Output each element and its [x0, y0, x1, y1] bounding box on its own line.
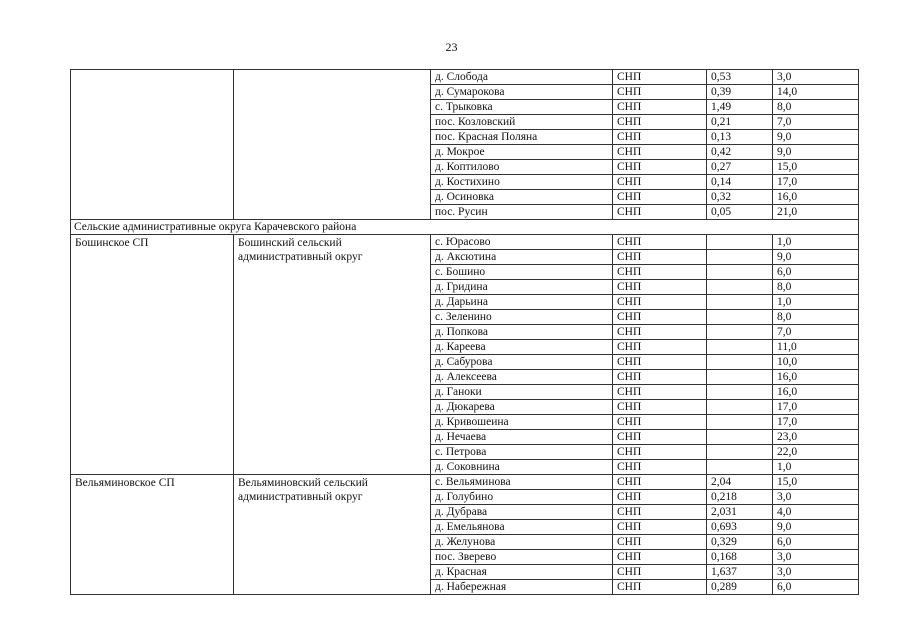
area-cell: 2,04 — [707, 475, 773, 490]
distance-cell: 7,0 — [773, 325, 859, 340]
locality-cell: пос. Красная Поляна — [431, 130, 613, 145]
locality-cell: д. Мокрое — [431, 145, 613, 160]
locality-cell: с. Вельяминова — [431, 475, 613, 490]
locality-cell: д. Кривошеина — [431, 415, 613, 430]
type-cell: СНП — [613, 175, 707, 190]
locality-cell: д. Слобода — [431, 70, 613, 85]
locality-cell: д. Попкова — [431, 325, 613, 340]
area-cell: 0,13 — [707, 130, 773, 145]
distance-cell: 1,0 — [773, 295, 859, 310]
distance-cell: 16,0 — [773, 370, 859, 385]
distance-cell: 9,0 — [773, 250, 859, 265]
locality-cell: д. Кареева — [431, 340, 613, 355]
type-cell: СНП — [613, 550, 707, 565]
distance-cell: 17,0 — [773, 415, 859, 430]
type-cell: СНП — [613, 130, 707, 145]
settlement-name-cell: Вельяминовское СП — [71, 475, 234, 595]
type-cell: СНП — [613, 520, 707, 535]
area-cell: 0,27 — [707, 160, 773, 175]
type-cell: СНП — [613, 250, 707, 265]
type-cell: СНП — [613, 235, 707, 250]
distance-cell: 4,0 — [773, 505, 859, 520]
area-cell: 2,031 — [707, 505, 773, 520]
locality-cell: д. Соковнина — [431, 460, 613, 475]
distance-cell: 16,0 — [773, 385, 859, 400]
area-cell: 0,329 — [707, 535, 773, 550]
locality-cell: д. Желунова — [431, 535, 613, 550]
section-title: Сельские административные округа Карачевского района — [71, 220, 859, 235]
locality-cell: пос. Русин — [431, 205, 613, 220]
settlement-name-cell — [71, 70, 234, 220]
area-cell — [707, 445, 773, 460]
type-cell: СНП — [613, 490, 707, 505]
distance-cell: 15,0 — [773, 160, 859, 175]
locality-cell: д. Аксютина — [431, 250, 613, 265]
type-cell: СНП — [613, 190, 707, 205]
area-cell — [707, 340, 773, 355]
area-cell: 0,32 — [707, 190, 773, 205]
distance-cell: 3,0 — [773, 70, 859, 85]
distance-cell: 11,0 — [773, 340, 859, 355]
type-cell: СНП — [613, 70, 707, 85]
type-cell: СНП — [613, 505, 707, 520]
distance-cell: 6,0 — [773, 580, 859, 595]
distance-cell: 3,0 — [773, 565, 859, 580]
distance-cell: 16,0 — [773, 190, 859, 205]
distance-cell: 17,0 — [773, 400, 859, 415]
locality-cell: д. Набережная — [431, 580, 613, 595]
distance-cell: 14,0 — [773, 85, 859, 100]
type-cell: СНП — [613, 85, 707, 100]
type-cell: СНП — [613, 370, 707, 385]
type-cell: СНП — [613, 280, 707, 295]
locality-cell: д. Голубино — [431, 490, 613, 505]
table-row — [71, 235, 859, 250]
distance-cell: 3,0 — [773, 490, 859, 505]
district-name-cell — [234, 70, 431, 220]
table-body — [71, 70, 859, 595]
locality-cell: д. Костихино — [431, 175, 613, 190]
area-cell: 0,53 — [707, 70, 773, 85]
area-cell: 0,289 — [707, 580, 773, 595]
distance-cell: 23,0 — [773, 430, 859, 445]
area-cell — [707, 280, 773, 295]
type-cell: СНП — [613, 325, 707, 340]
type-cell: СНП — [613, 565, 707, 580]
type-cell: СНП — [613, 295, 707, 310]
distance-cell: 7,0 — [773, 115, 859, 130]
district-name-cell: Вельяминовский сельский административный округ — [234, 475, 431, 595]
type-cell: СНП — [613, 415, 707, 430]
area-cell — [707, 355, 773, 370]
type-cell: СНП — [613, 340, 707, 355]
locality-cell: д. Осиновка — [431, 190, 613, 205]
type-cell: СНП — [613, 355, 707, 370]
area-cell — [707, 415, 773, 430]
settlements-table — [70, 69, 859, 595]
distance-cell: 6,0 — [773, 535, 859, 550]
distance-cell: 6,0 — [773, 265, 859, 280]
settlement-name-cell: Бошинское СП — [71, 235, 234, 475]
area-cell: 0,693 — [707, 520, 773, 535]
locality-cell: д. Дарьина — [431, 295, 613, 310]
locality-cell: с. Зеленино — [431, 310, 613, 325]
type-cell: СНП — [613, 580, 707, 595]
locality-cell: с. Петрова — [431, 445, 613, 460]
locality-cell: пос. Козловский — [431, 115, 613, 130]
locality-cell: д. Сабурова — [431, 355, 613, 370]
type-cell: СНП — [613, 205, 707, 220]
locality-cell: д. Дубрава — [431, 505, 613, 520]
type-cell: СНП — [613, 400, 707, 415]
type-cell: СНП — [613, 475, 707, 490]
distance-cell: 21,0 — [773, 205, 859, 220]
distance-cell: 9,0 — [773, 130, 859, 145]
distance-cell: 9,0 — [773, 145, 859, 160]
distance-cell: 8,0 — [773, 310, 859, 325]
type-cell: СНП — [613, 265, 707, 280]
area-cell: 0,39 — [707, 85, 773, 100]
locality-cell: д. Гридина — [431, 280, 613, 295]
locality-cell: д. Красная — [431, 565, 613, 580]
distance-cell: 1,0 — [773, 460, 859, 475]
type-cell: СНП — [613, 160, 707, 175]
locality-cell: с. Бошино — [431, 265, 613, 280]
area-cell: 0,21 — [707, 115, 773, 130]
distance-cell: 8,0 — [773, 280, 859, 295]
area-cell: 0,05 — [707, 205, 773, 220]
area-cell — [707, 265, 773, 280]
type-cell: СНП — [613, 115, 707, 130]
distance-cell: 17,0 — [773, 175, 859, 190]
locality-cell: д. Коптилово — [431, 160, 613, 175]
type-cell: СНП — [613, 430, 707, 445]
area-cell — [707, 385, 773, 400]
locality-cell: д. Нечаева — [431, 430, 613, 445]
locality-cell: д. Алексеева — [431, 370, 613, 385]
locality-cell: д. Сумарокова — [431, 85, 613, 100]
distance-cell: 10,0 — [773, 355, 859, 370]
type-cell: СНП — [613, 145, 707, 160]
distance-cell: 22,0 — [773, 445, 859, 460]
area-cell: 0,168 — [707, 550, 773, 565]
area-cell: 1,49 — [707, 100, 773, 115]
locality-cell: д. Емельянова — [431, 520, 613, 535]
table-row — [71, 475, 859, 490]
type-cell: СНП — [613, 445, 707, 460]
area-cell — [707, 400, 773, 415]
type-cell: СНП — [613, 310, 707, 325]
type-cell: СНП — [613, 460, 707, 475]
area-cell: 1,637 — [707, 565, 773, 580]
area-cell: 0,14 — [707, 175, 773, 190]
locality-cell: д. Ганоки — [431, 385, 613, 400]
type-cell: СНП — [613, 535, 707, 550]
area-cell — [707, 430, 773, 445]
distance-cell: 9,0 — [773, 520, 859, 535]
page-number: 23 — [445, 40, 458, 54]
locality-cell: с. Юрасово — [431, 235, 613, 250]
area-cell — [707, 310, 773, 325]
area-cell — [707, 250, 773, 265]
type-cell: СНП — [613, 100, 707, 115]
area-cell: 0,218 — [707, 490, 773, 505]
table-row — [71, 70, 859, 85]
distance-cell: 3,0 — [773, 550, 859, 565]
area-cell — [707, 325, 773, 340]
section-header-row — [71, 220, 859, 235]
area-cell: 0,42 — [707, 145, 773, 160]
distance-cell: 15,0 — [773, 475, 859, 490]
type-cell: СНП — [613, 385, 707, 400]
area-cell — [707, 295, 773, 310]
distance-cell: 8,0 — [773, 100, 859, 115]
district-name-cell: Бошинский сельский административный округ — [234, 235, 431, 475]
locality-cell: д. Дюкарева — [431, 400, 613, 415]
area-cell — [707, 235, 773, 250]
area-cell — [707, 460, 773, 475]
area-cell — [707, 370, 773, 385]
distance-cell: 1,0 — [773, 235, 859, 250]
locality-cell: пос. Зверево — [431, 550, 613, 565]
locality-cell: с. Трыковка — [431, 100, 613, 115]
